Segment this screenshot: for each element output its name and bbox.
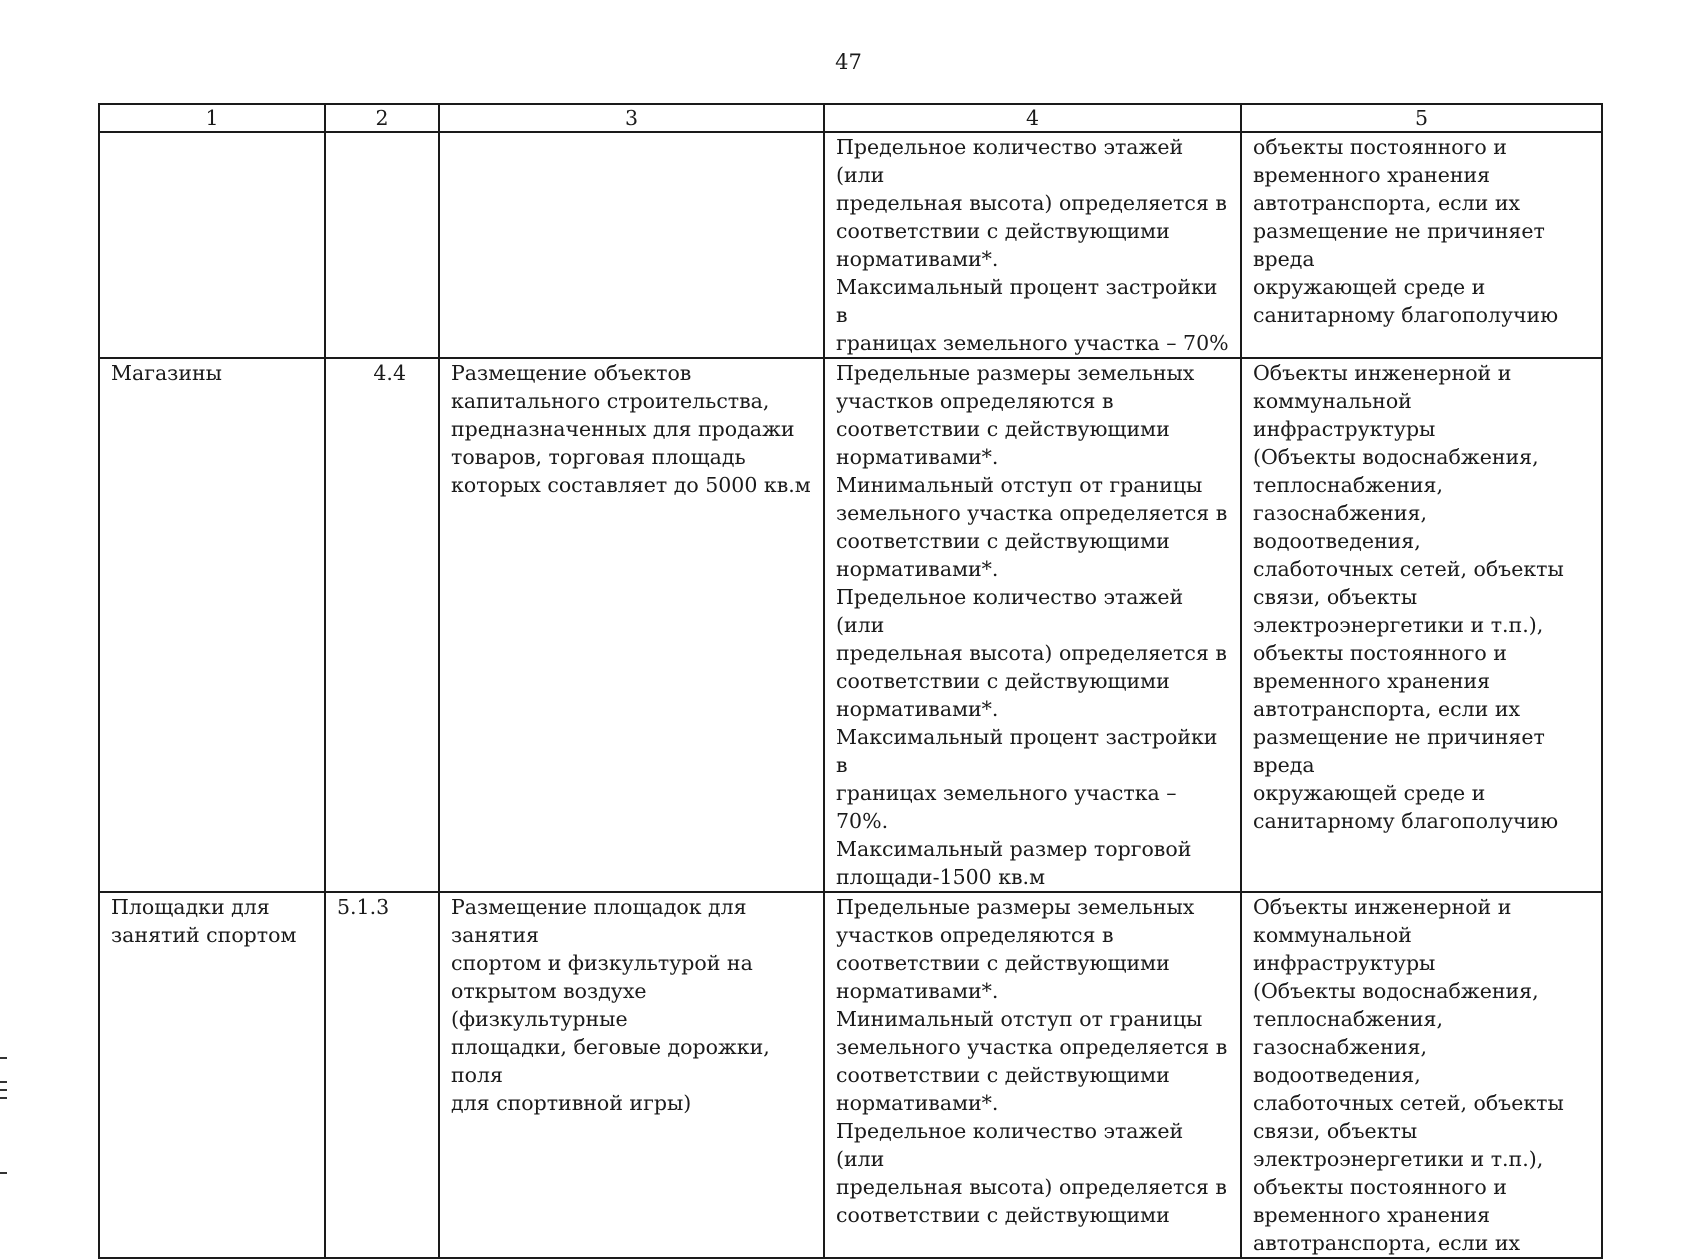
- column-header-2: 2: [325, 104, 439, 132]
- use-code-cell: 4.4: [325, 358, 439, 892]
- auxiliary-uses-cell: Объекты инженерной и коммунальной инфраструктуры (Объекты водоснабжения, теплоснабжения, газоснабжения, водоотведения, слаботочных сетей, объекты связи, объекты электроэнергетики и т.п.), объекты постоянного и временного хранения автотранспорта, если их: [1241, 892, 1602, 1258]
- use-code-cell: [325, 132, 439, 358]
- parameters-cell: Предельное количество этажей (или предельная высота) определяется в соответствии с действующими нормативами*. Максимальный процент застройки в границах земельного участка – 70%: [824, 132, 1241, 358]
- use-description-cell: Размещение объектов капитального строительства, предназначенных для продажи товаров, торговая площадь которых составляет до 5000 кв.м: [439, 358, 824, 892]
- margin-mark: [0, 1089, 7, 1091]
- use-name-cell: Магазины: [99, 358, 325, 892]
- use-description-cell: Размещение площадок для занятия спортом и физкультурой на открытом воздухе (физкультурные площадки, беговые дорожки, поля для спортивной игры): [439, 892, 824, 1258]
- use-code-cell: 5.1.3: [325, 892, 439, 1258]
- margin-mark: [0, 1057, 7, 1059]
- margin-mark: [0, 1097, 7, 1099]
- table-row: [99, 132, 1602, 358]
- table-row: [99, 892, 1602, 1258]
- column-header-5: 5: [1241, 104, 1602, 132]
- margin-mark: [0, 1172, 7, 1174]
- use-name-cell: [99, 132, 325, 358]
- table-row: [99, 358, 1602, 892]
- use-description-cell: [439, 132, 824, 358]
- parameters-cell: Предельные размеры земельных участков определяются в соответствии с действующими нормативами*. Минимальный отступ от границы земельного участка определяется в соответствии с действующими нормативами*. Предельное количество этажей (или предельная высота) определяется в соответствии с действующими: [824, 892, 1241, 1258]
- auxiliary-uses-cell: Объекты инженерной и коммунальной инфраструктуры (Объекты водоснабжения, теплоснабжения, газоснабжения, водоотведения, слаботочных сетей, объекты связи, объекты электроэнергетики и т.п.), объекты постоянного и временного хранения автотранспорта, если их размещение не причиняет вреда окружающей среде и санитарному благополучию: [1241, 358, 1602, 892]
- column-header-3: 3: [439, 104, 824, 132]
- table-header-row: [99, 104, 1602, 132]
- regulations-table: [98, 103, 1603, 1259]
- page-number: 47: [835, 50, 862, 74]
- auxiliary-uses-cell: объекты постоянного и временного хранения автотранспорта, если их размещение не причиняет вреда окружающей среде и санитарному благополучию: [1241, 132, 1602, 358]
- use-name-cell: Площадки для занятий спортом: [99, 892, 325, 1258]
- column-header-4: 4: [824, 104, 1241, 132]
- margin-mark: [0, 1081, 7, 1083]
- column-header-1: 1: [99, 104, 325, 132]
- parameters-cell: Предельные размеры земельных участков определяются в соответствии с действующими нормативами*. Минимальный отступ от границы земельного участка определяется в соответствии с действующими нормативами*. Предельное количество этажей (или предельная высота) определяется в соответствии с действующими нормативами*. Максимальный процент застройки в границах земельного участка – 70%. Максимальный размер торговой площади-1500 кв.м: [824, 358, 1241, 892]
